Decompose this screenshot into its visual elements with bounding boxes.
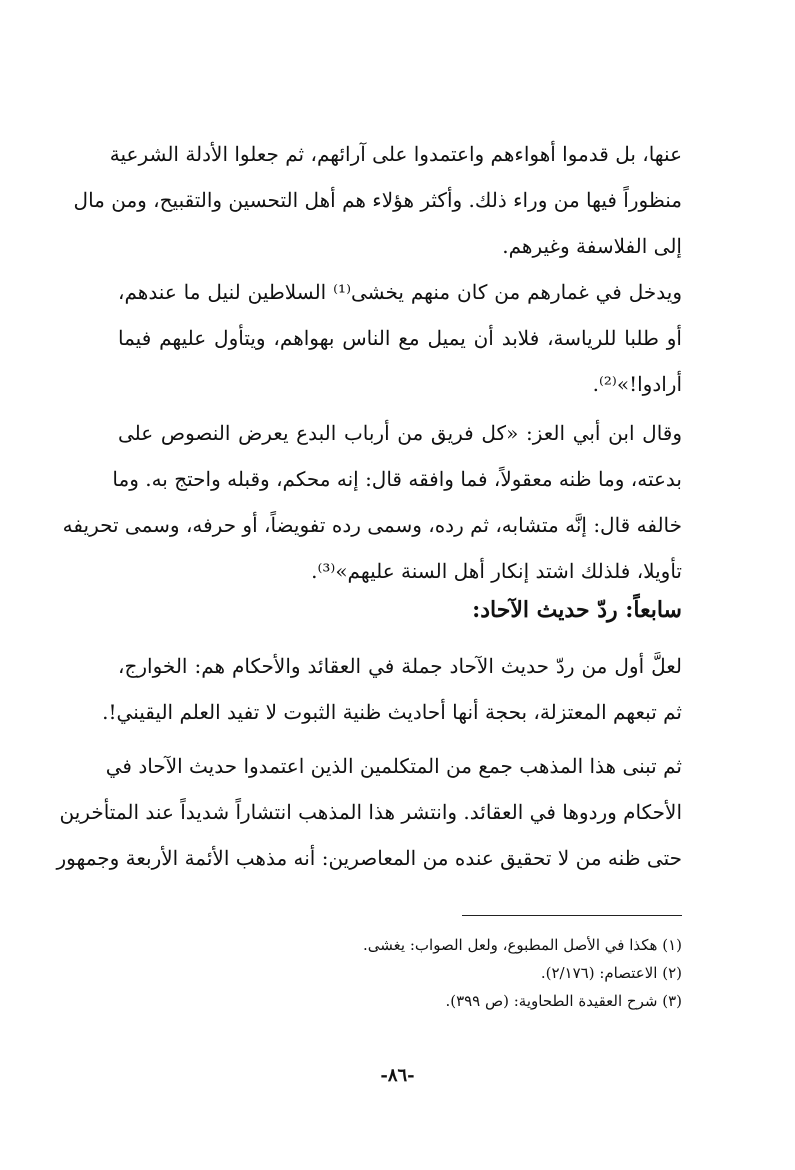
paragraph-3 [62, 410, 683, 594]
text-line: تأويلا، فلذلك اشتد إنكار أهل السنة عليهم»⁽³⁾. [311, 559, 682, 583]
text-line: خالفه قال: إنَّه متشابه، ثم رده، وسمى رده تفويضاً، أو حرفه، وسمى تحريفه [62, 513, 682, 537]
footnote-divider [462, 915, 682, 916]
text-line: ثم تبعهم المعتزلة، بحجة أنها أحاديث ظنية الثبوت لا تفيد العلم اليقيني!. [102, 700, 682, 724]
footnote: (٢) الاعتصام: (٢/١٧٦). [540, 964, 682, 982]
section-heading: سابعاً: ردّ حديث الآحاد: [472, 597, 682, 623]
paragraph-5 [56, 743, 682, 881]
text-line: ويدخل في غمارهم من كان منهم يخشى⁽¹⁾ السلاطين لنيل ما عندهم، [118, 280, 682, 304]
footnote: (١) هكذا في الأصل المطبوع، ولعل الصواب: يغشى. [363, 936, 682, 954]
text-line: ثم تبنى هذا المذهب جمع من المتكلمين الذين اعتمدوا حديث الآحاد في [105, 754, 682, 778]
text-line: إلى الفلاسفة وغيرهم. [502, 234, 682, 258]
page-number: -٨٦- [380, 1065, 415, 1086]
text-line: عنها، بل قدموا أهواءهم واعتمدوا على آرائهم، ثم جعلوا الأدلة الشرعية [109, 142, 682, 166]
text-line: أو طلبا للرياسة، فلابد أن يميل مع الناس بهواهم، ويتأول عليهم فيما [118, 326, 682, 350]
text-line: حتى ظنه من لا تحقيق عنده من المعاصرين: أنه مذهب الأئمة الأربعة وجمهور [56, 846, 682, 870]
footnotes [118, 931, 682, 1015]
text-line: وقال ابن أبي العز: «كل فريق من أرباب البدع يعرض النصوص على [118, 421, 683, 445]
text-line: منظوراً فيها من وراء ذلك. وأكثر هؤلاء هم أهل التحسين والتقبيح، ومن مال [73, 188, 682, 212]
text-line: الأحكام وردوها في العقائد. وانتشر هذا المذهب انتشاراً شديداً عند المتأخرين [59, 800, 682, 824]
footnote: (٣) شرح العقيدة الطحاوية: (ص ٣٩٩). [445, 992, 682, 1010]
text-line: أرادوا!»⁽²⁾. [592, 372, 682, 396]
text-line: لعلَّ أول من ردّ حديث الآحاد جملة في العقائد والأحكام هم: الخوارج، [118, 654, 682, 678]
paragraph-4 [102, 643, 682, 735]
paragraph-1 [73, 131, 682, 269]
paragraph-2 [118, 269, 682, 407]
text-line: بدعته، وما ظنه معقولاً، فما وافقه قال: إنه محكم، وقبله واحتج به. وما [112, 467, 682, 491]
